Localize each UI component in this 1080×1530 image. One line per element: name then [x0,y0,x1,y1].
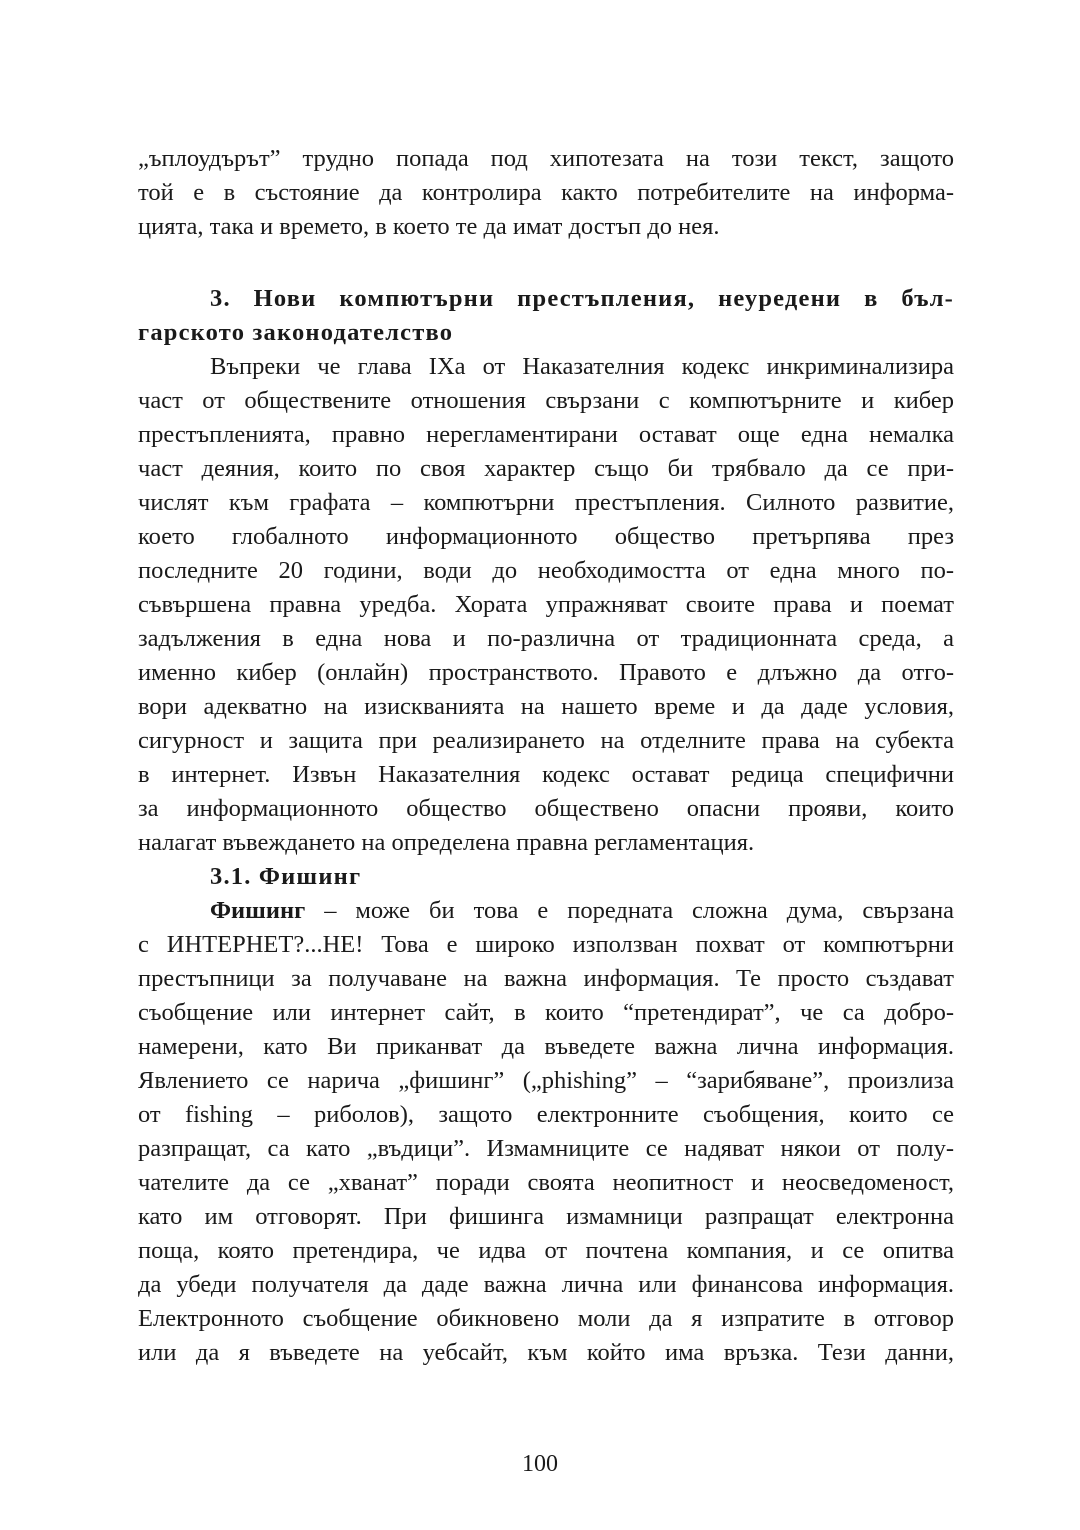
text-line: престъпници за получаване на важна информация. Те просто създават [138,965,954,992]
text-line: вори адекватно на изискванията на нашето време и да даде условия, [138,693,954,720]
heading-line: 3. Нови компютърни престъпления, неуредени в бъл- [210,285,954,312]
text-line: числят към графата – компютърни престъпления. Силното развитие, [138,489,954,516]
text-line: част деяния, които по своя характер също би трябвало да се при- [138,455,954,482]
text-line: той е в състояние да контролира както потребителите на информа- [138,179,954,206]
text-fragment: – може би това е поредната сложна дума, свързана [305,897,954,924]
text-line: цията, така и времето, в което те да имат достъп до нея. [138,213,720,240]
text-line: Въпреки че глава IХа от Наказателния кодекс инкриминализира [210,353,954,380]
section-3-1-paragraph [138,894,954,1370]
text-line: налагат въвеждането на определена правна регламентация. [138,829,755,856]
text-line: с ИНТЕРНЕТ?...НЕ! Това е широко използван похват от компютърни [138,931,954,958]
text-line: за информационното общество обществено опасни прояви, които [138,795,954,822]
section-3-heading [138,282,954,350]
section-gap [138,244,954,282]
text-line: или да я въведете на уебсайт, към който има връзка. Тези данни, [138,1339,954,1366]
text-line: част от обществените отношения свързани с компютърните и кибер [138,387,954,414]
text-line: съвършена правна уредба. Хората упражняват своите права и поемат [138,591,954,618]
page-body [138,142,954,1370]
text-line: последните 20 години, води до необходимостта от една много по- [138,557,954,584]
section-3-paragraph [138,350,954,860]
text-line: именно кибер (онлайн) пространството. Правото е длъжно да отго- [138,659,954,686]
text-line: сигурност и защита при реализирането на отделните права на субекта [138,727,954,754]
text-line: Явлението се нарича „фишинг” („phishing” – “зарибяване”, произлиза [138,1067,954,1094]
text-line: престъпленията, правно нерегламентирани остават още една немалка [138,421,954,448]
text-line: което глобалното информационното общество претърпява през [138,523,954,550]
section-3-1-heading: 3.1. Фишинг [210,863,362,890]
text-line: от fishing – риболов), защото електронните съобщения, които се [138,1101,954,1128]
text-line: поща, която претендира, че идва от почтена компания, и се опитва [138,1237,954,1264]
heading-line: гарското законодателство [138,319,454,346]
text-line: съобщение или интернет сайт, в които “претендират”, че са добро- [138,999,954,1026]
text-line: в интернет. Извън Наказателния кодекс остават редица специфични [138,761,954,788]
text-line: задължения в една нова и по-различна от традиционната среда, а [138,625,954,652]
text-line: разпращат, са като „въдици”. Измамниците се надяват някои от полу- [138,1135,954,1162]
intro-paragraph [138,142,954,244]
text-line: като им отговорят. При фишинга измамници разпращат електронна [138,1203,954,1230]
page-number: 100 [522,1451,558,1477]
text-line: Електронното съобщение обикновено моли да я изпратите в отговор [138,1305,954,1332]
text-line: „ъплоудърът” трудно попада под хипотезата на този текст, защото [138,145,954,172]
text-line: да убеди получателя да даде важна лична или финансова информация. [138,1271,954,1298]
text-line: чателите да се „хванат” поради своята неопитност и неосведоменост, [138,1169,954,1196]
term-phishing: Фишинг [210,897,306,924]
text-line [138,894,954,928]
text-line: намерени, като Ви приканват да въведете важна лична информация. [138,1033,954,1060]
